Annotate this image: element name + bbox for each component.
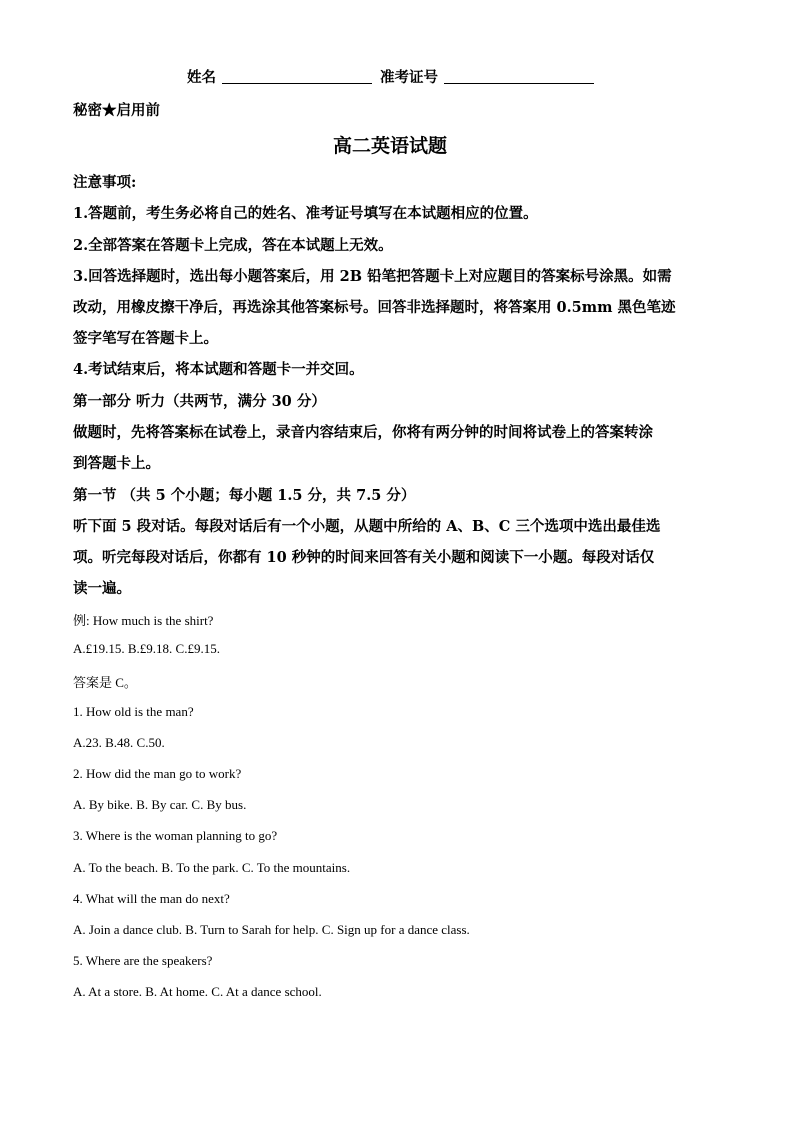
question-2-options: A. By bike. B. By car. C. By bus.: [73, 797, 247, 812]
section1-instruction-line-2: 项。听完每段对话后，你都有 10 秒钟的时间来回答有关小题和阅读下一小题。每段对话仅: [73, 549, 655, 566]
question-1-options: A.23. B.48. C.50.: [73, 735, 165, 750]
notes-item-3-line-1: 3.回答选择题时，选出每小题答案后，用 2B 铅笔把答题卡上对应题目的答案标号涂黑。如需: [73, 268, 672, 285]
notes-heading: 注意事项:: [73, 174, 137, 191]
example-question: 例: How much is the shirt?: [73, 613, 214, 628]
candidate-info-row: [187, 66, 602, 87]
notes-item-1: 1.答题前，考生务必将自己的姓名、准考证号填写在本试题相应的位置。: [73, 205, 538, 222]
question-5: 5. Where are the speakers?: [73, 953, 213, 968]
section1-instruction-line-1: 听下面 5 段对话。每段对话后有一个小题，从题中所给的 A、B、C 三个选项中选出最佳选: [73, 518, 661, 535]
question-3: 3. Where is the woman planning to go?: [73, 828, 278, 843]
confidential-label: 秘密★启用前: [73, 102, 160, 119]
question-5-options: A. At a store. B. At home. C. At a dance school.: [73, 984, 322, 999]
question-2: 2. How did the man go to work?: [73, 766, 242, 781]
notes-item-3-line-2: 改动，用橡皮擦干净后，再选涂其他答案标号。回答非选择题时，将答案用 0.5mm 黑色笔迹: [73, 299, 676, 316]
question-4: 4. What will the man do next?: [73, 891, 230, 906]
notes-item-3-line-3: 签字笔写在答题卡上。: [73, 330, 218, 347]
notes-item-2: 2.全部答案在答题卡上完成，答在本试题上无效。: [73, 237, 393, 254]
example-options: A.£19.15. B.£9.18. C.£9.15.: [73, 641, 220, 656]
exam-id-label: 准考证号: [380, 69, 438, 86]
section1-heading: 第一节 （共 5 个小题；每小题 1.5 分，共 7.5 分）: [73, 487, 416, 504]
part1-instruction-line-2: 到答题卡上。: [73, 455, 160, 472]
exam-id-blank: [444, 69, 594, 84]
name-blank: [222, 69, 372, 84]
question-1: 1. How old is the man?: [73, 704, 194, 719]
part1-heading: 第一部分 听力（共两节，满分 30 分）: [73, 393, 326, 410]
question-3-options: A. To the beach. B. To the park. C. To the mountains.: [73, 860, 351, 875]
question-4-options: A. Join a dance club. B. Turn to Sarah for help. C. Sign up for a dance class.: [73, 922, 470, 937]
notes-item-4: 4.考试结束后，将本试题和答题卡一并交回。: [73, 361, 364, 378]
name-label: 姓名: [187, 69, 216, 86]
part1-instruction-line-1: 做题时，先将答案标在试卷上，录音内容结束后，你将有两分钟的时间将试卷上的答案转涂: [73, 424, 653, 441]
page-title: 高二英语试题: [333, 135, 448, 157]
section1-instruction-line-3: 读一遍。: [73, 580, 131, 597]
example-answer: 答案是 C。: [73, 675, 137, 690]
